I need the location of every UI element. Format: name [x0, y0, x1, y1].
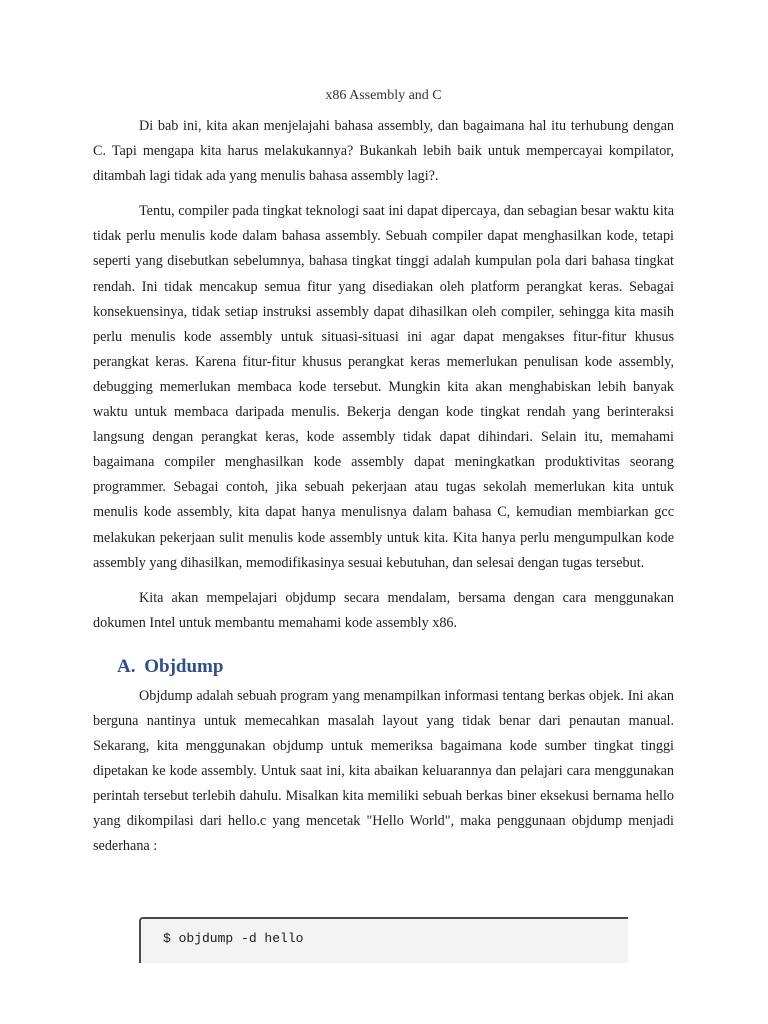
document-page [93, 86, 674, 860]
code-block [139, 917, 628, 963]
objdump-description-paragraph: Objdump adalah sebuah program yang menampilkan informasi tentang berkas objek. Ini akan berguna nantinya untuk memecahkan masalah layout yang tidak benar dari penautan manual. Sekarang, kita menggunakan objdump untuk memeriksa bagaimana kode sumber tingkat tinggi dipetakan ke kode assembly. Untuk saat ini, kita abaikan keluarannya dan pelajari cara menggunakan perintah tersebut terlebih dahulu. Misalkan kita memiliki sebuah berkas biner eksekusi bernama hello yang dikompilasi dari hello.c yang mencetak "Hello World", maka penggunaan objdump menjadi sederhana : [93, 687, 674, 855]
section-letter: A. [117, 655, 136, 677]
section-heading [117, 654, 674, 680]
section-title: Objdump [144, 655, 224, 677]
intro-paragraph: Di bab ini, kita akan menjelajahi bahasa assembly, dan bagaimana hal itu terhubung dengan C. Tapi mengapa kita harus melakukannya? Bukankah lebih baik untuk mempercayai kompilator, ditambah lagi tidak ada yang menulis bahasa assembly lagi?. [93, 118, 674, 185]
code-command: $ objdump -d hello [163, 931, 304, 946]
document-title: x86 Assembly and C [325, 88, 442, 103]
objdump-intro-paragraph: Kita akan mempelajari objdump secara mendalam, bersama dengan cara menggunakan dokumen Intel untuk membantu memahami kode assembly x86. [93, 589, 674, 631]
compiler-paragraph: Tentu, compiler pada tingkat teknologi saat ini dapat dipercaya, dan sebagian besar waktu kita tidak perlu menulis kode dalam bahasa assembly. Sebuah compiler dapat menghasilkan kode, tetapi seperti yang disebutkan sebelumnya, bahasa tingkat tinggi adalah kumpulan pola dari bahasa tingkat rendah. Ini tidak mencakup semua fitur yang disediakan oleh platform perangkat keras. Sebagai konsekuensinya, tidak setiap instruksi assembly dapat dihasilkan oleh compiler, sehingga kita masih perlu menulis kode assembly untuk situasi-situasi ini agar dapat mengakses fitur-fitur khusus perangkat keras. Karena fitur-fitur khusus perangkat keras memerlukan penulisan kode assembly, debugging memerlukan membaca kode tersebut. Mungkin kita akan menghabiskan lebih banyak waktu untuk membaca daripada menulis. Bekerja dengan kode tingkat rendah yang berinteraksi langsung dengan perangkat keras, kode assembly tidak dapat dihindari. Selain itu, memahami bagaimana compiler menghasilkan kode assembly dapat meningkatkan produktivitas seorang programmer. Sebagai contoh, jika sebuah pekerjaan atau tugas sekolah memerlukan kita untuk menulis kode assembly, kita dapat hanya menulisnya dalam bahasa C, kemudian membiarkan gcc melakukan pekerjaan sulit menulis kode assembly untuk kita. Kita hanya perlu mengumpulkan kode assembly yang dihasilkan, memodifikasinya sesuai kebutuhan, dan selesai dengan tugas tersebut. [93, 203, 674, 571]
